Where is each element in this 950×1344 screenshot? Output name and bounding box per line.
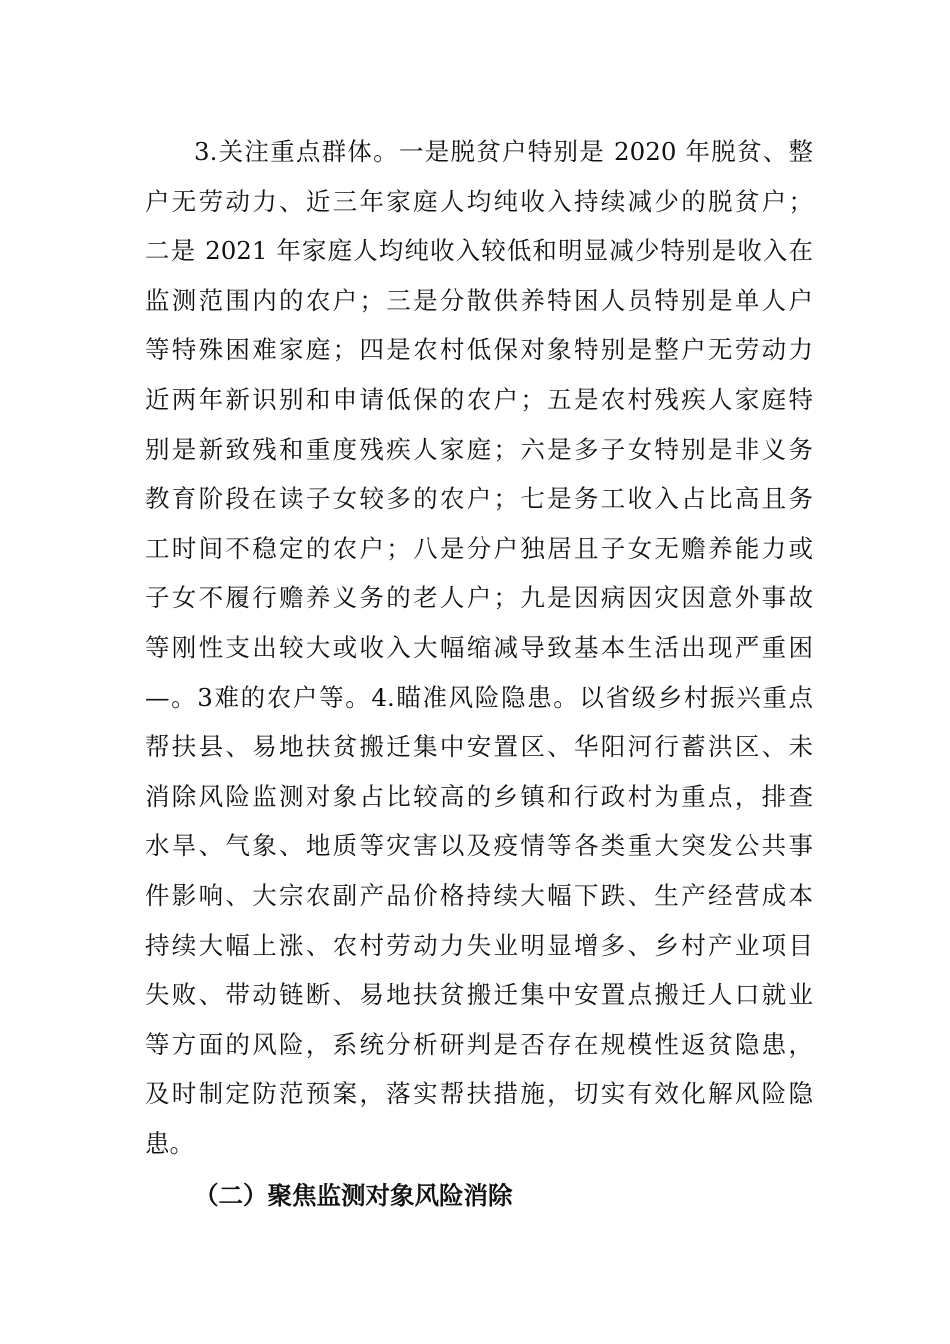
paragraph-line: 工时间不稳定的农户；八是分户独居且子女无赡养能力或	[145, 533, 813, 563]
paragraph-line: 3.关注重点群体。一是脱贫户特别是 2020 年脱贫、整	[194, 137, 813, 166]
paragraph-line: 子女不履行赡养义务的老人户；九是因病因灾因意外事故	[145, 583, 813, 613]
paragraph-line: 失败、带动链断、易地扶贫搬迁集中安置点搬迁人口就业	[145, 980, 813, 1010]
paragraph-line: 近两年新识别和申请低保的农户；五是农村残疾人家庭特	[145, 384, 813, 414]
paragraph-line: 等方面的风险，系统分析研判是否存在规模性返贫隐患，	[145, 1029, 813, 1059]
paragraph-line: 别是新致残和重度残疾人家庭；六是多子女特别是非义务	[145, 434, 813, 464]
paragraph-line: 帮扶县、易地扶贫搬迁集中安置区、华阳河行蓄洪区、未	[145, 732, 813, 762]
paragraph-line: 持续大幅上涨、农村劳动力失业明显增多、乡村产业项目	[145, 930, 813, 960]
paragraph-line: 二是 2021 年家庭人均纯收入较低和明显减少特别是收入在	[145, 236, 813, 266]
paragraph-line: 户无劳动力、近三年家庭人均纯收入持续减少的脱贫户；	[145, 186, 813, 216]
section-heading: （二）聚焦监测对象风险消除	[194, 1181, 513, 1210]
paragraph-line: 消除风险监测对象占比较高的乡镇和行政村为重点，排查	[145, 781, 813, 811]
body-paragraph	[145, 127, 813, 1168]
paragraph-line: 及时制定防范预案，落实帮扶措施，切实有效化解风险隐	[145, 1079, 813, 1109]
paragraph-line: 患。	[145, 1128, 194, 1158]
paragraph-line: 等特殊困难家庭；四是农村低保对象特别是整户无劳动力	[145, 335, 813, 365]
paragraph-line: 监测范围内的农户；三是分散供养特困人员特别是单人户	[145, 285, 813, 315]
paragraph-line: 等刚性支出较大或收入大幅缩减导致基本生活出现严重困	[145, 632, 813, 662]
paragraph-line: 件影响、大宗农副产品价格持续大幅下跌、生产经营成本	[145, 880, 813, 910]
paragraph-line: —。3难的农户等。4.瞄准风险隐患。以省级乡村振兴重点	[145, 682, 813, 712]
paragraph-line: 水旱、气象、地质等灾害以及疫情等各类重大突发公共事	[145, 831, 813, 861]
paragraph-line: 教育阶段在读子女较多的农户；七是务工收入占比高且务	[145, 484, 813, 514]
